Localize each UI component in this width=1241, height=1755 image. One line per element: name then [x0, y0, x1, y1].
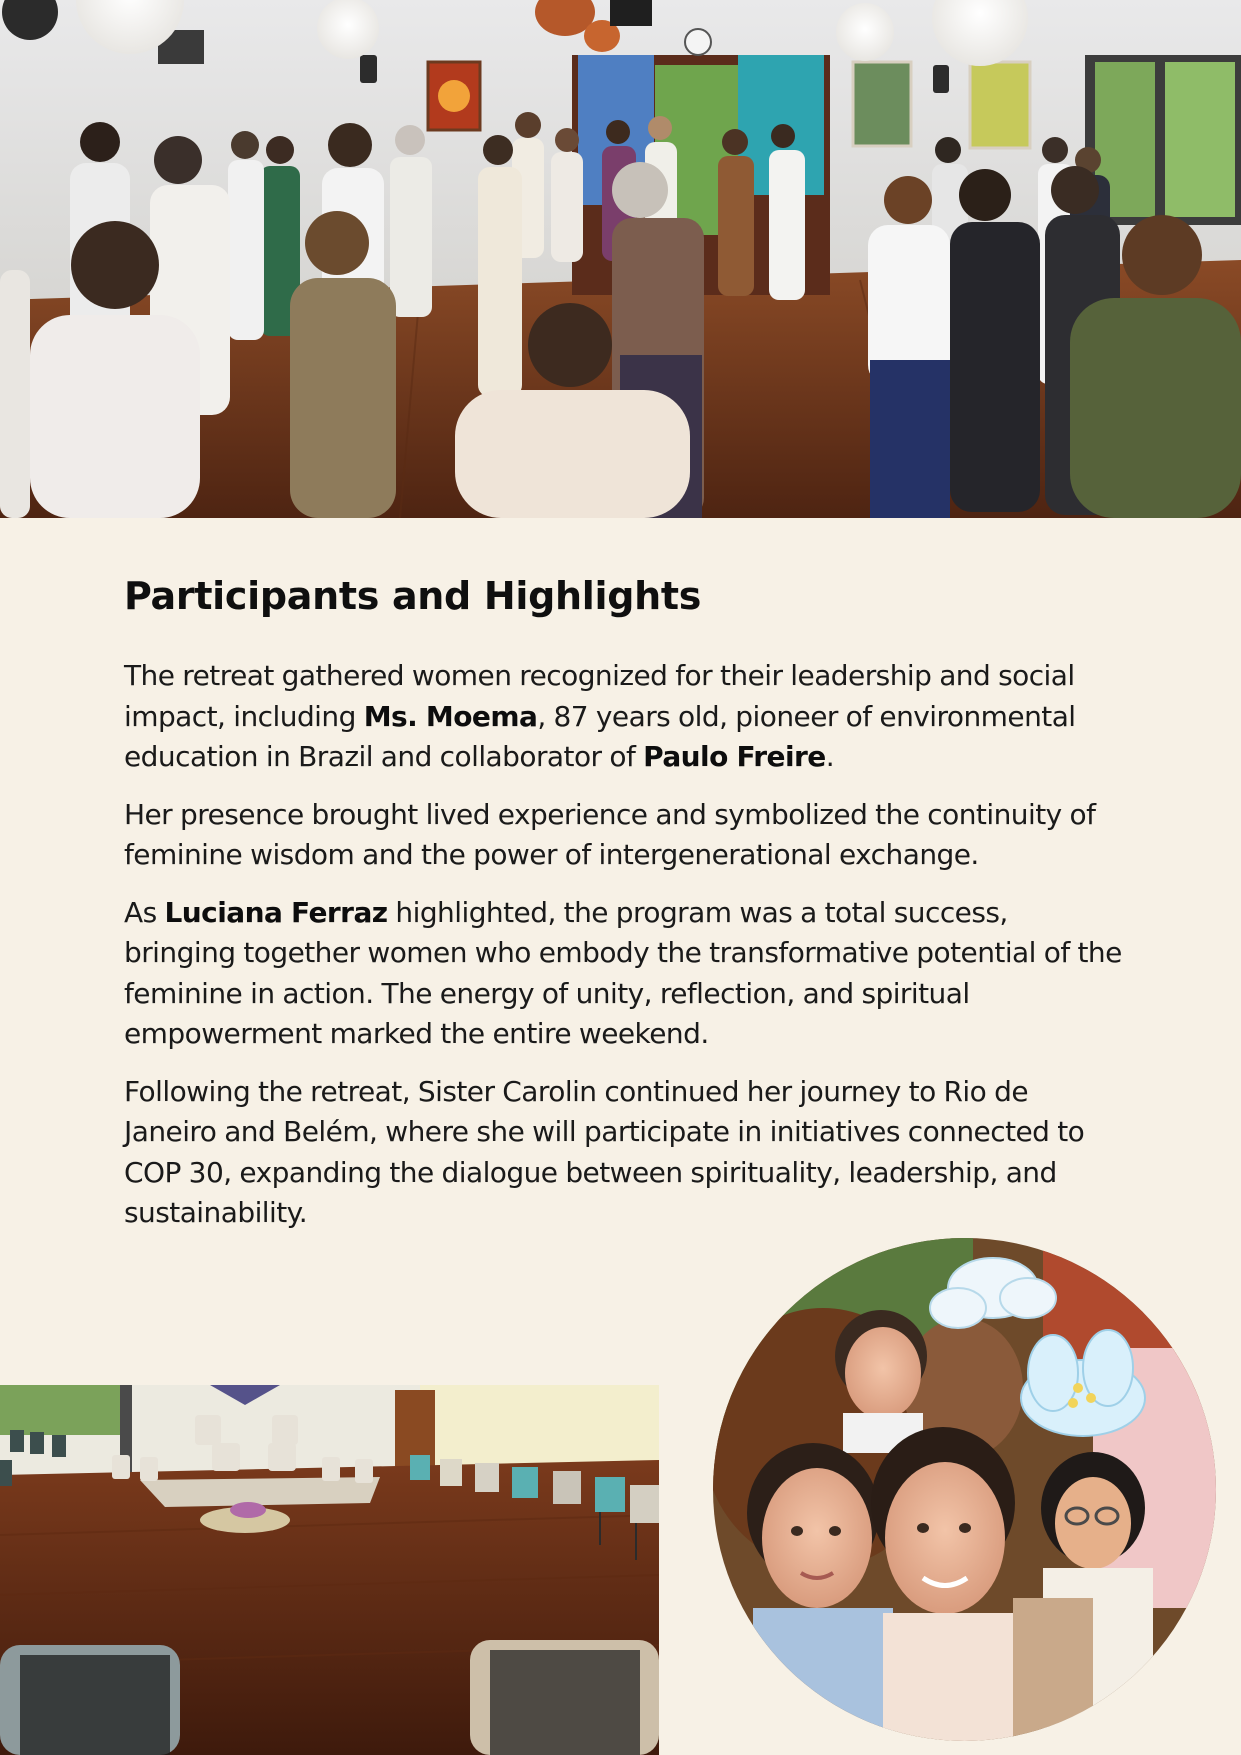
highlight-name-moema: Ms. Moema — [363, 699, 538, 733]
selfie-photo-round — [713, 1238, 1216, 1741]
paragraph-success — [124, 893, 1124, 1055]
paragraph-text: highlighted, the program was a total success, bringing together women who embody the transformative potential of the feminine in action. The energy of unity, reflection, and spiritual empowerment marked the entire weekend. — [124, 895, 1122, 1050]
hall-photo-illustration — [0, 1385, 659, 1755]
section-title: Participants and Highlights — [124, 574, 702, 618]
paragraph-presence — [124, 795, 1124, 876]
hall-photo-chairs-circle — [0, 1385, 659, 1755]
hero-photo-illustration — [0, 0, 1241, 518]
highlight-name-luciana-ferraz: Luciana Ferraz — [164, 895, 388, 929]
paragraph-text: , 87 years old, pioneer of environmental education in Brazil and collaborator of — [124, 699, 1076, 773]
paragraph-journey — [124, 1072, 1124, 1234]
highlight-name-paulo-freire: Paulo Freire — [643, 740, 826, 773]
article-section — [124, 570, 1124, 1251]
paragraph-text: The retreat gathered women recognized for their leadership and social impact, including — [124, 659, 1075, 733]
hero-photo-group-circle — [0, 0, 1241, 518]
selfie-photo-illustration — [713, 1238, 1216, 1741]
paragraph-text: As — [124, 895, 165, 929]
paragraph-text: Her presence brought lived experience and symbolized the continuity of feminine wisdom and the power of intergenerational exchange. — [124, 797, 1096, 871]
paragraph-text: . — [825, 740, 835, 773]
paragraph-text: Following the retreat, Sister Carolin continued her journey to Rio de Janeiro and Belém, where she will participate in initiatives connected to COP 30, expanding the dialogue between spirituality, leadership, and sustainability. — [124, 1074, 1085, 1229]
paragraph-participants — [124, 656, 1124, 778]
